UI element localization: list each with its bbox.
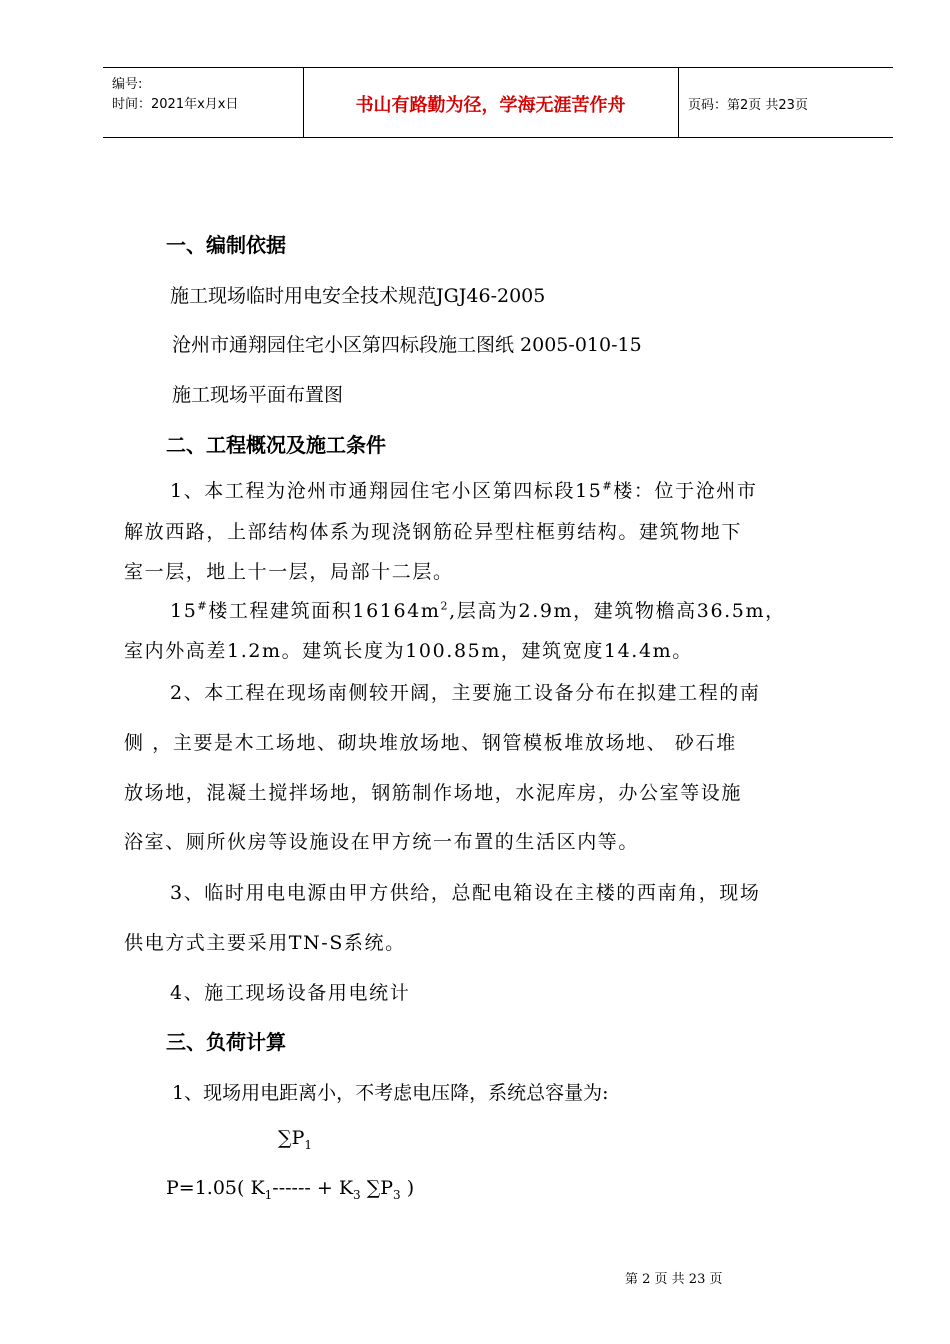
- page-header: [103, 67, 893, 138]
- paragraph-line: 室一层，地上十一层，局部十二层。: [124, 561, 454, 583]
- section-title-basis: 一、编制依据: [166, 233, 286, 257]
- paragraph-line: 浴室、厕所伙房等设施设在甲方统一布置的生活区内等。: [124, 831, 640, 853]
- header-motto-cell: [303, 68, 679, 137]
- document-time-label: 时间：2021年x月x日: [112, 97, 239, 112]
- header-info-cell: [103, 68, 304, 137]
- header-motto: 书山有路勤为径，学海无涯苦作舟: [355, 95, 626, 116]
- paragraph-line: 侧 ，主要是木工场地、砌块堆放场地、钢管模板堆放场地、 砂石堆: [124, 732, 737, 754]
- header-page-cell: [679, 68, 893, 137]
- formula-line: P=1.05( $K_1------ + K_3$ $\sum P_3$ ): [166, 1177, 415, 1202]
- section-title-load-calculation: 三、负荷计算: [166, 1030, 286, 1054]
- paragraph-line: 放场地，混凝土搅拌场地，钢筋制作场地，水泥库房，办公室等设施: [124, 782, 743, 804]
- paragraph-line: 1、现场用电距离小，不考虑电压降，系统总容量为:: [172, 1082, 609, 1104]
- basis-item-1: 施工现场临时用电安全技术规范JGJ46-2005: [170, 285, 546, 307]
- paragraph-line: 解放西路，上部结构体系为现浇钢筋砼异型柱框剪结构。建筑物地下: [124, 521, 743, 543]
- header-page-number: 页码：第2页 共23页: [688, 98, 808, 113]
- paragraph-line: 4、施工现场设备用电统计: [170, 982, 411, 1004]
- basis-item-2: 沧州市通翔园住宅小区第四标段施工图纸 2005-010-15: [172, 334, 642, 356]
- paragraph-line: 2、本工程在现场南侧较开阔，主要施工设备分布在拟建工程的南: [170, 682, 761, 704]
- paragraph-line: 室内外高差1.2m。建筑长度为100.85m，建筑宽度14.4m。: [124, 640, 693, 662]
- section-title-overview: 二、工程概况及施工条件: [166, 433, 386, 457]
- page-footer: 第 2 页 共 23 页: [625, 1272, 723, 1287]
- paragraph-line: 3、临时用电电源由甲方供给，总配电箱设在主楼的西南角，现场: [170, 882, 761, 904]
- document-number-label: 编号:: [112, 77, 143, 92]
- basis-item-3: 施工现场平面布置图: [172, 384, 344, 406]
- paragraph-line: 供电方式主要采用TN-S系统。: [124, 932, 406, 954]
- paragraph-line: 1、本工程为沧州市通翔园住宅小区第四标段15#楼：位于沧州市: [170, 479, 758, 502]
- paragraph-line: 15#楼工程建筑面积$16164m^2$,层高为2.9m，建筑物檐高36.5m，: [170, 599, 786, 622]
- formula-numerator: $\sum P_1$: [278, 1127, 312, 1152]
